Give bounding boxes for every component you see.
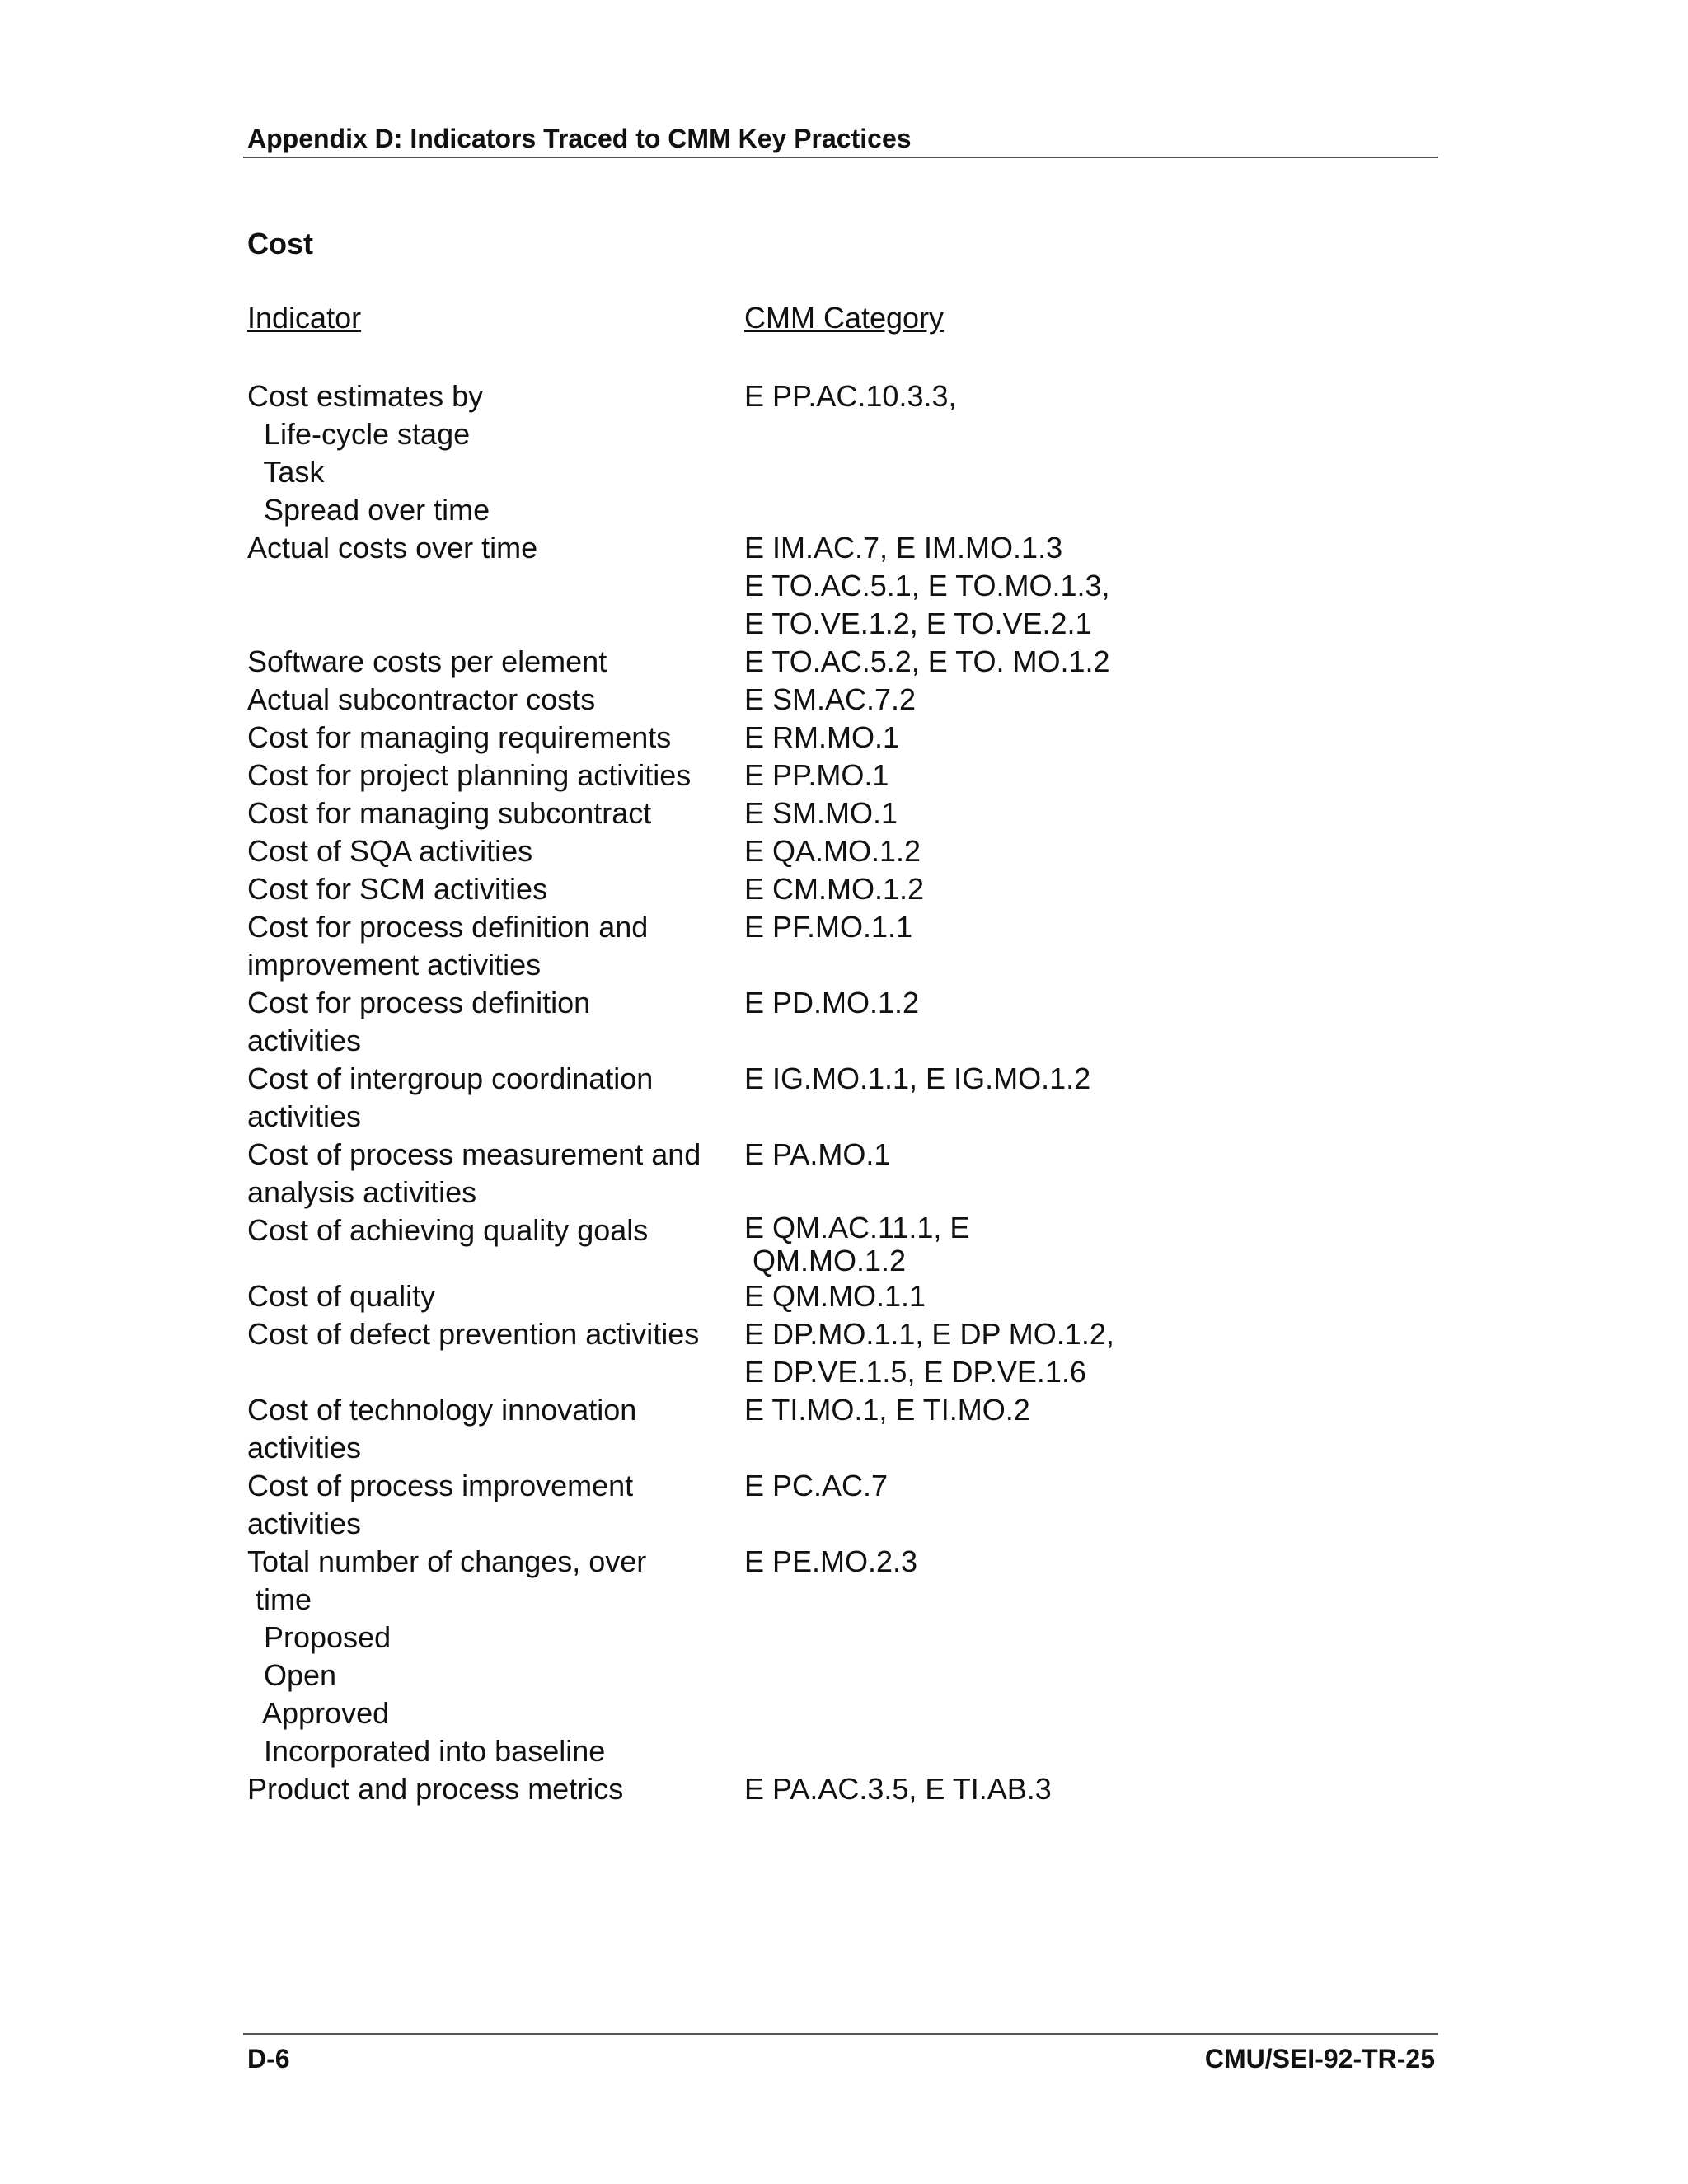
indicator-cell	[247, 757, 744, 794]
cmm-category-cell	[744, 1136, 1418, 1212]
indicator-text: Actual subcontractor costs	[247, 682, 596, 716]
table-row	[247, 719, 1418, 757]
indicator-text: Incorporated into baseline	[247, 1734, 606, 1768]
indicator-text: Open	[247, 1658, 337, 1692]
indicator-text: improvement activities	[247, 948, 542, 982]
indicator-cell	[247, 643, 744, 681]
table-row	[247, 1277, 1418, 1315]
indicator-text: Proposed	[247, 1620, 392, 1654]
table-row	[247, 794, 1418, 832]
table-row	[247, 377, 1418, 529]
indicator-cell	[247, 1212, 744, 1277]
indicator-cell	[247, 529, 744, 643]
table-row	[247, 1543, 1418, 1770]
indicator-cell	[247, 832, 744, 870]
indicator-cell	[247, 1315, 744, 1391]
cmm-category-cell	[744, 908, 1418, 984]
cmm-category-cell	[744, 1277, 1418, 1315]
indicator-text: Actual costs over time	[247, 531, 538, 565]
indicator-text: activities	[247, 1024, 362, 1057]
table-row	[247, 1136, 1418, 1212]
indicator-cell	[247, 984, 744, 1060]
indicator-text: Cost of achieving quality goals	[247, 1213, 649, 1247]
indicator-cell	[247, 681, 744, 719]
cmm-category-cell	[744, 719, 1418, 757]
indicator-text: Cost estimates by	[247, 379, 484, 413]
cmm-category-cell	[744, 1212, 1418, 1277]
cmm-category-text: E QM.AC.11.1, E	[744, 1211, 970, 1244]
indicator-text: Cost of process improvement	[247, 1469, 634, 1502]
cmm-category-text: E QM.MO.1.1	[744, 1279, 926, 1313]
table-row	[247, 908, 1418, 984]
indicator-text: Software costs per element	[247, 644, 607, 678]
indicator-text: Cost for process definition and	[247, 910, 649, 944]
indicator-column-header: Indicator	[247, 301, 362, 335]
cmm-category-text: E QA.MO.1.2	[744, 834, 921, 868]
cmm-category-cell	[744, 984, 1418, 1060]
cmm-category-cell	[744, 1543, 1418, 1770]
indicator-text: Cost for project planning activities	[247, 758, 692, 792]
running-header: Appendix D: Indicators Traced to CMM Key Practices	[247, 124, 912, 153]
cmm-category-text: E PP.AC.10.3.3,	[744, 379, 957, 413]
indicator-cell	[247, 908, 744, 984]
table-row	[247, 870, 1418, 908]
cmm-category-cell	[744, 1060, 1418, 1136]
cmm-category-cell	[744, 529, 1418, 643]
indicator-text: analysis activities	[247, 1175, 477, 1209]
table-row	[247, 1770, 1418, 1808]
indicator-text: Cost of defect prevention activities	[247, 1317, 700, 1351]
indicator-text: activities	[247, 1507, 362, 1540]
cmm-category-cell	[744, 757, 1418, 794]
indicator-text: Cost of technology innovation	[247, 1393, 637, 1427]
cmm-category-cell	[744, 643, 1418, 681]
indicator-text: Cost for managing requirements	[247, 720, 672, 754]
indicator-cell	[247, 1770, 744, 1808]
indicator-text: Life-cycle stage	[247, 417, 471, 451]
cmm-category-text: E PP.MO.1	[744, 758, 889, 792]
table-row	[247, 1315, 1418, 1391]
indicator-text: activities	[247, 1431, 362, 1465]
cmm-category-text: E SM.MO.1	[744, 796, 898, 830]
cmm-category-text: E PA.AC.3.5, E TI.AB.3	[744, 1772, 1052, 1806]
section-title: Cost	[247, 227, 313, 260]
indicator-cell	[247, 1391, 744, 1467]
cmm-category-cell	[744, 1315, 1418, 1391]
indicator-cell	[247, 719, 744, 757]
indicator-text: Spread over time	[247, 493, 490, 527]
table-row	[247, 1212, 1418, 1277]
cmm-category-cell	[744, 794, 1418, 832]
indicator-cell	[247, 377, 744, 529]
indicator-text: Cost of quality	[247, 1279, 436, 1313]
indicator-text: Cost for process definition	[247, 986, 591, 1019]
indicator-text: Task	[247, 455, 325, 489]
indicator-text: Cost of SQA activities	[247, 834, 533, 868]
cmm-category-text: E PA.MO.1	[744, 1137, 891, 1171]
footer-rule	[243, 2033, 1438, 2035]
table-row	[247, 681, 1418, 719]
cmm-category-cell	[744, 1770, 1418, 1808]
indicator-text: activities	[247, 1099, 362, 1133]
cmm-category-cell	[744, 681, 1418, 719]
cmm-category-text: E IM.AC.7, E IM.MO.1.3	[744, 531, 1063, 565]
indicator-cell	[247, 794, 744, 832]
cmm-category-text: E TO.AC.5.1, E TO.MO.1.3,	[744, 569, 1110, 602]
cmm-category-cell	[744, 870, 1418, 908]
table-row	[247, 757, 1418, 794]
page-number: D-6	[247, 2044, 290, 2074]
indicator-text: Cost of intergroup coordination	[247, 1062, 654, 1095]
indicator-cell	[247, 870, 744, 908]
indicator-text: Cost for SCM activities	[247, 872, 548, 906]
cmm-category-cell	[744, 832, 1418, 870]
cmm-category-text: E PF.MO.1.1	[744, 910, 913, 944]
cmm-category-text: E CM.MO.1.2	[744, 872, 925, 906]
cmm-category-text: E RM.MO.1	[744, 720, 900, 754]
indicator-cell	[247, 1277, 744, 1315]
indicator-table	[247, 377, 1418, 1808]
table-row	[247, 1467, 1418, 1543]
indicator-text: time	[247, 1582, 312, 1616]
indicator-text: Approved	[247, 1696, 390, 1730]
column-headers	[0, 301, 1688, 342]
cmm-category-text: E IG.MO.1.1, E IG.MO.1.2	[744, 1062, 1091, 1095]
cmm-category-cell	[744, 1467, 1418, 1543]
indicator-cell	[247, 1543, 744, 1770]
cmm-category-text: E TO.VE.1.2, E TO.VE.2.1	[744, 607, 1092, 640]
cmm-category-text: E PC.AC.7	[744, 1469, 889, 1502]
table-row	[247, 832, 1418, 870]
cmm-category-text: QM.MO.1.2	[744, 1244, 907, 1277]
indicator-text: Total number of changes, over	[247, 1544, 647, 1578]
indicator-cell	[247, 1136, 744, 1212]
indicator-text: Product and process metrics	[247, 1772, 624, 1806]
cmm-category-text: E DP.MO.1.1, E DP MO.1.2,	[744, 1317, 1114, 1351]
cmm-category-text: E DP.VE.1.5, E DP.VE.1.6	[744, 1355, 1086, 1389]
indicator-cell	[247, 1467, 744, 1543]
cmm-category-text: E TO.AC.5.2, E TO. MO.1.2	[744, 644, 1110, 678]
cmm-category-cell	[744, 1391, 1418, 1467]
table-row	[247, 529, 1418, 643]
cmm-category-cell	[744, 377, 1418, 529]
cmm-category-text: E SM.AC.7.2	[744, 682, 917, 716]
table-row	[247, 1391, 1418, 1467]
cmm-category-text: E PD.MO.1.2	[744, 986, 920, 1019]
cmm-category-text: E TI.MO.1, E TI.MO.2	[744, 1393, 1030, 1427]
table-row	[247, 984, 1418, 1060]
header-rule	[243, 157, 1438, 158]
table-row	[247, 643, 1418, 681]
indicator-text: Cost of process measurement and	[247, 1137, 701, 1171]
table-row	[247, 1060, 1418, 1136]
cmm-category-column-header: CMM Category	[744, 301, 945, 335]
indicator-cell	[247, 1060, 744, 1136]
cmm-category-text: E PE.MO.2.3	[744, 1544, 918, 1578]
indicator-text: Cost for managing subcontract	[247, 796, 652, 830]
document-id: CMU/SEI-92-TR-25	[1204, 2044, 1435, 2074]
